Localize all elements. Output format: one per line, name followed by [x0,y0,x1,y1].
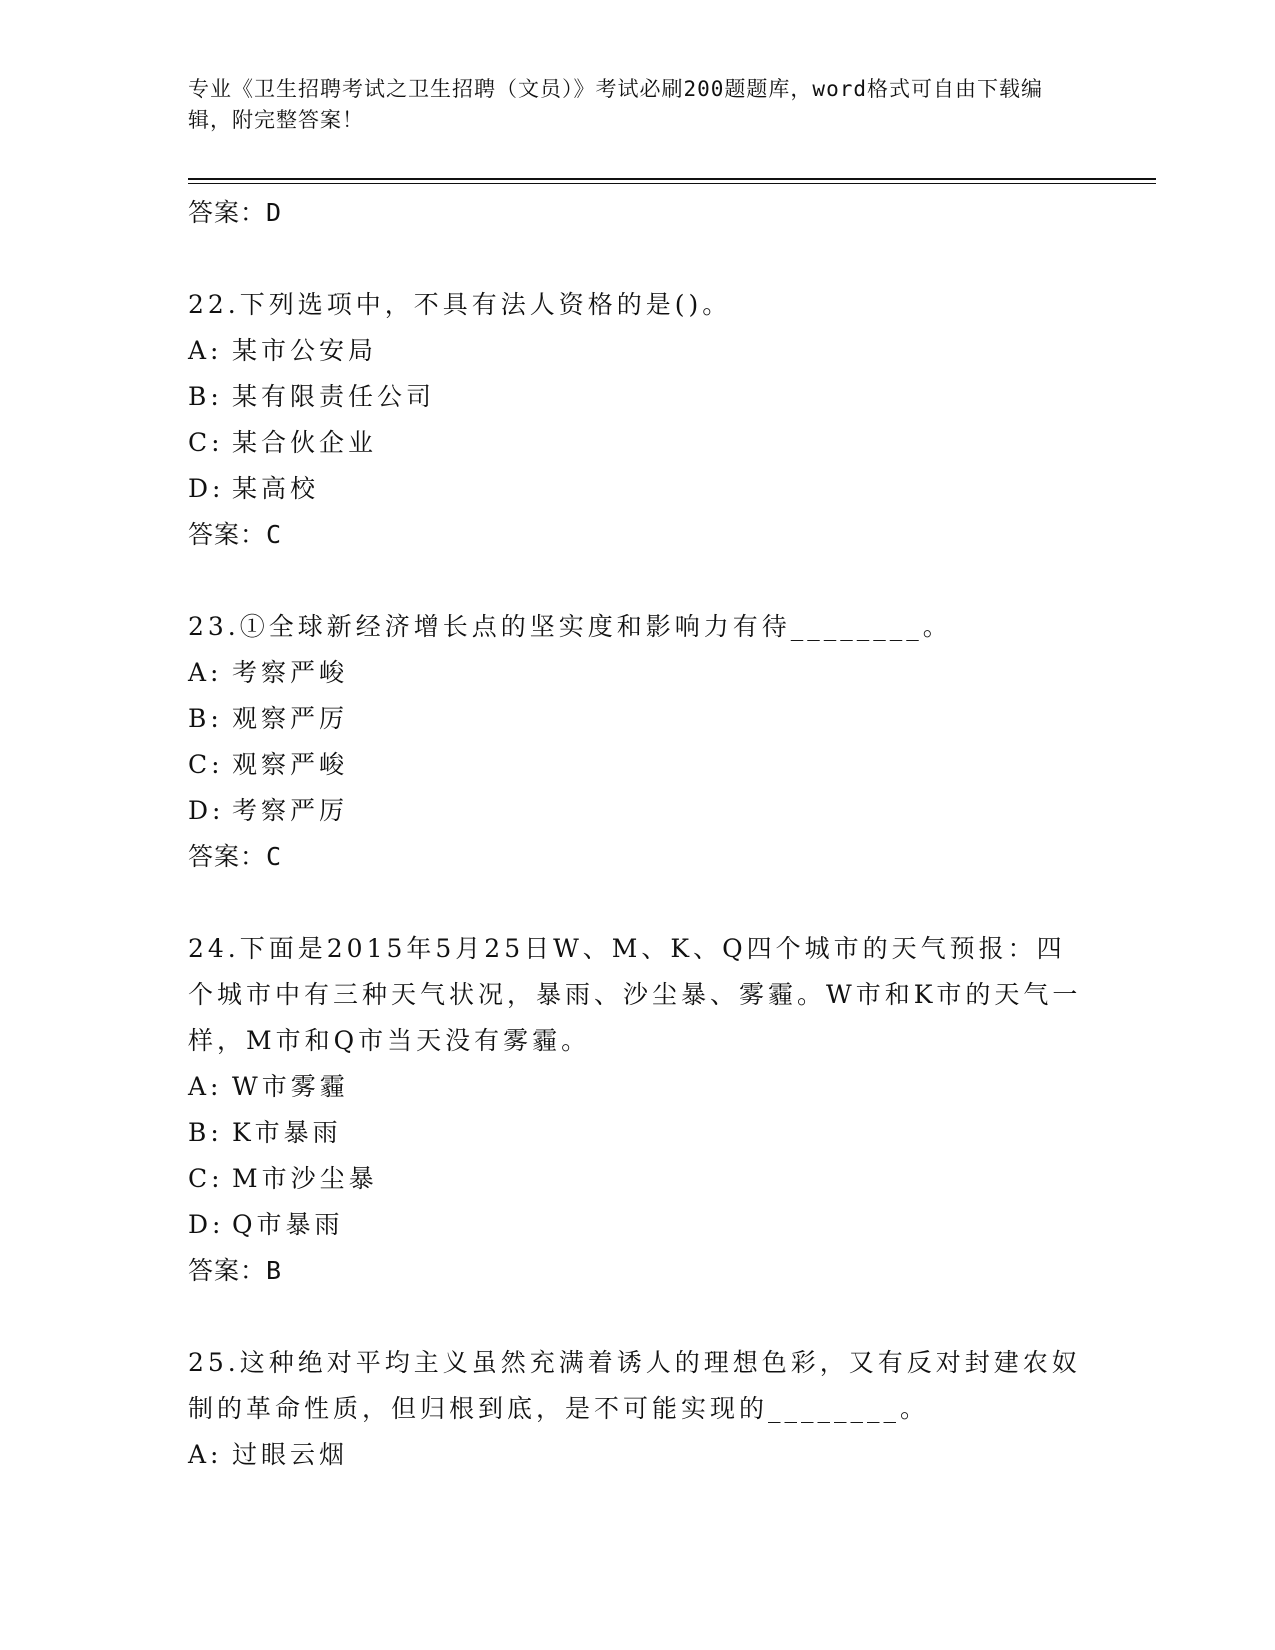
option-letter: A: [188,1440,223,1469]
header-divider-thin [188,183,1156,184]
option-text: 考察严厉 [232,796,349,825]
option-letter: B: [188,382,223,411]
option-text: 观察严厉 [232,704,349,733]
option-text: K市暴雨 [232,1118,342,1147]
answer-line: 答案：B [188,1256,283,1285]
question-25 [188,1340,1088,1478]
header-divider-thick [188,178,1156,180]
option-c [188,1156,1088,1202]
leading-answer: 答案：D [188,198,283,227]
option-letter: B: [188,1118,223,1147]
answer-line: 答案：C [188,520,283,549]
option-letter: C: [188,428,224,457]
option-text: 过眼云烟 [232,1440,349,1469]
option-b [188,696,1088,742]
option-a [188,1432,1088,1478]
option-b [188,374,1088,420]
option-text: M市沙尘暴 [232,1164,378,1193]
document-header-title: 专业《卫生招聘考试之卫生招聘（文员）》考试必刷200题题库，word格式可自由下载编辑，附完整答案！ [188,77,1043,132]
option-text: 某高校 [232,474,320,503]
option-text: Q市暴雨 [232,1210,344,1239]
question-24 [188,926,1088,1294]
option-letter: A: [188,1072,223,1101]
option-text: W市雾霾 [232,1072,349,1101]
option-letter: C: [188,1164,224,1193]
option-letter: B: [188,704,223,733]
option-c [188,742,1088,788]
option-d [188,466,1088,512]
option-a [188,650,1088,696]
question-stem: 25.这种绝对平均主义虽然充满着诱人的理想色彩，又有反对封建农奴制的革命性质，但归根到底，是不可能实现的________。 [188,1348,1081,1423]
option-letter: D: [188,474,225,503]
option-d [188,788,1088,834]
option-letter: D: [188,1210,225,1239]
question-stem: 23.①全球新经济增长点的坚实度和影响力有待________。 [188,612,952,641]
option-b [188,1110,1088,1156]
option-letter: C: [188,750,224,779]
option-letter: A: [188,336,223,365]
question-stem: 22.下列选项中，不具有法人资格的是()。 [188,290,732,319]
option-text: 某有限责任公司 [232,382,436,411]
question-stem: 24.下面是2015年5月25日W、M、K、Q四个城市的天气预报：四个城市中有三种天气状况，暴雨、沙尘暴、雾霾。W市和K市的天气一样，M市和Q市当天没有雾霾。 [188,934,1082,1055]
option-a [188,1064,1088,1110]
option-c [188,420,1088,466]
option-d [188,1202,1088,1248]
question-list [188,190,1088,1478]
question-22 [188,282,1088,558]
option-text: 观察严峻 [232,750,349,779]
option-text: 某合伙企业 [232,428,378,457]
option-letter: A: [188,658,223,687]
option-a [188,328,1088,374]
option-text: 考察严峻 [232,658,349,687]
option-text: 某市公安局 [232,336,378,365]
answer-line: 答案：C [188,842,283,871]
question-23 [188,604,1088,880]
option-letter: D: [188,796,225,825]
